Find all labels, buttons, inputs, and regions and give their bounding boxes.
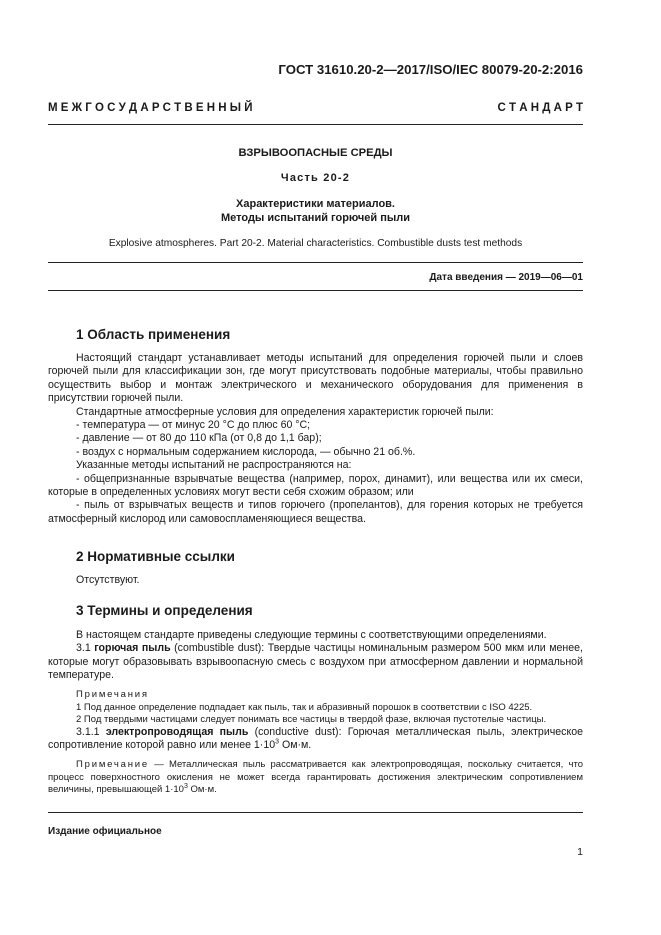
banner-left: М Е Ж Г О С У Д А Р С Т В Е Н Н Ы Й	[48, 102, 253, 114]
note-text: — Металлическая пыль рассматривается как электропроводящая, поскольку считается, что процесс поверхностного окисления не может всегда гарантировать достижения электрическим сопротивлением величины, превышающей 1·10	[48, 759, 583, 795]
title-part: Часть 20-2	[280, 172, 351, 184]
term-name: электропроводящая пыль	[105, 726, 249, 738]
list-item: - температура — от минус 20 °С до плюс 60 °С;	[76, 419, 311, 432]
list-item: - пыль от взрывчатых веществ и типов горючего (пропелантов), для горения которых не требуется атмосферный кислород или самовоспламеняющиеся вещества.	[48, 499, 583, 525]
page-number: 1	[577, 846, 583, 858]
note-block-2	[48, 759, 583, 797]
section-2-body	[48, 574, 583, 587]
subtitle-line-2: Методы испытаний горючей пыли	[221, 212, 410, 224]
paragraph: Стандартные атмосферные условия для определения характеристик горючей пыли:	[76, 405, 494, 418]
note-item: 2 Под твердыми частицами следует понимать все частицы в твердой фазе, включая пустотелые частицы.	[76, 714, 547, 725]
section-1-heading: 1 Область применения	[76, 327, 231, 342]
notes-label: Примечания	[76, 689, 149, 700]
term-name: горючая пыль	[94, 642, 171, 655]
section-3-body	[48, 629, 583, 683]
notes-block	[48, 689, 583, 727]
term-3-1-1	[48, 726, 583, 753]
title-divider	[48, 262, 583, 263]
standard-banner	[48, 102, 583, 114]
note-item: 1 Под данное определение подпадает как пыль, так и абразивный порошок в соответствии с ISO 4225.	[76, 701, 533, 713]
date-divider	[48, 290, 583, 291]
term-3-1	[48, 642, 583, 682]
list-item: - давление — от 80 до 110 кПа (от 0,8 до 1,1 бар);	[76, 432, 322, 445]
exponent: 3	[275, 738, 280, 746]
paragraph: В настоящем стандарте приведены следующие термины с соответствующими определениями.	[76, 629, 547, 641]
subtitle-line-1: Характеристики материалов.	[236, 198, 395, 210]
official-edition-label: Издание официальное	[48, 826, 162, 837]
exponent: 3	[183, 782, 188, 790]
term-definition: (conductive dust): Горючая металлическая пыль, электрическое сопротивление которой равно или менее 1·10	[48, 726, 583, 752]
note-label: Примечание	[76, 759, 149, 770]
footer-divider	[48, 812, 583, 813]
term-number: 3.1.1	[76, 726, 100, 738]
title-subtitle	[48, 197, 583, 225]
top-divider	[48, 124, 583, 125]
section-2-heading: 2 Нормативные ссылки	[76, 549, 235, 564]
document-code: ГОСТ 31610.20-2—2017/ISO/IEC 80079-20-2:2016	[278, 62, 583, 77]
term-3-1-1-block	[48, 726, 583, 753]
term-number: 3.1	[76, 642, 91, 655]
list-item: - воздух с нормальным содержанием кислорода, — обычно 21 об.%.	[76, 445, 416, 458]
title-english: Explosive atmospheres. Part 20-2. Material characteristics. Combustible dusts test methods	[108, 238, 523, 249]
note-paragraph	[48, 759, 583, 797]
paragraph: Настоящий стандарт устанавливает методы испытаний для определения горючей пыли и слоев горючей пыли для классификации зон, где могут присутствовать подобные материалы, чтобы правильно осуществить выбор и монтаж электрического и механического оборудования для применения в присутствии горючей пыли.	[48, 352, 583, 405]
paragraph: Отсутствуют.	[76, 574, 140, 586]
banner-right: С Т А Н Д А Р Т	[497, 102, 583, 114]
introduction-date: Дата введения — 2019—06—01	[429, 272, 583, 283]
unit: Ом·м.	[187, 784, 217, 795]
section-1-body	[48, 352, 583, 526]
list-item: - общепризнанные взрывчатые вещества (например, порох, динамит), или вещества или их смеси, которые в определенных условиях могут вести себя схожим образом; или	[48, 472, 583, 499]
paragraph: Указанные методы испытаний не распространяются на:	[76, 459, 352, 472]
term-definition: (combustible dust): Твердые частицы номинальным размером 500 мкм или менее, которые могут образовывать взрывоопасную смесь с воздухом при атмосферном давлении и нормальной температуре.	[48, 642, 583, 682]
unit: Ом·м.	[279, 739, 312, 752]
title-main: ВЗРЫВООПАСНЫЕ СРЕДЫ	[238, 147, 393, 159]
section-3-heading: 3 Термины и определения	[76, 603, 253, 618]
